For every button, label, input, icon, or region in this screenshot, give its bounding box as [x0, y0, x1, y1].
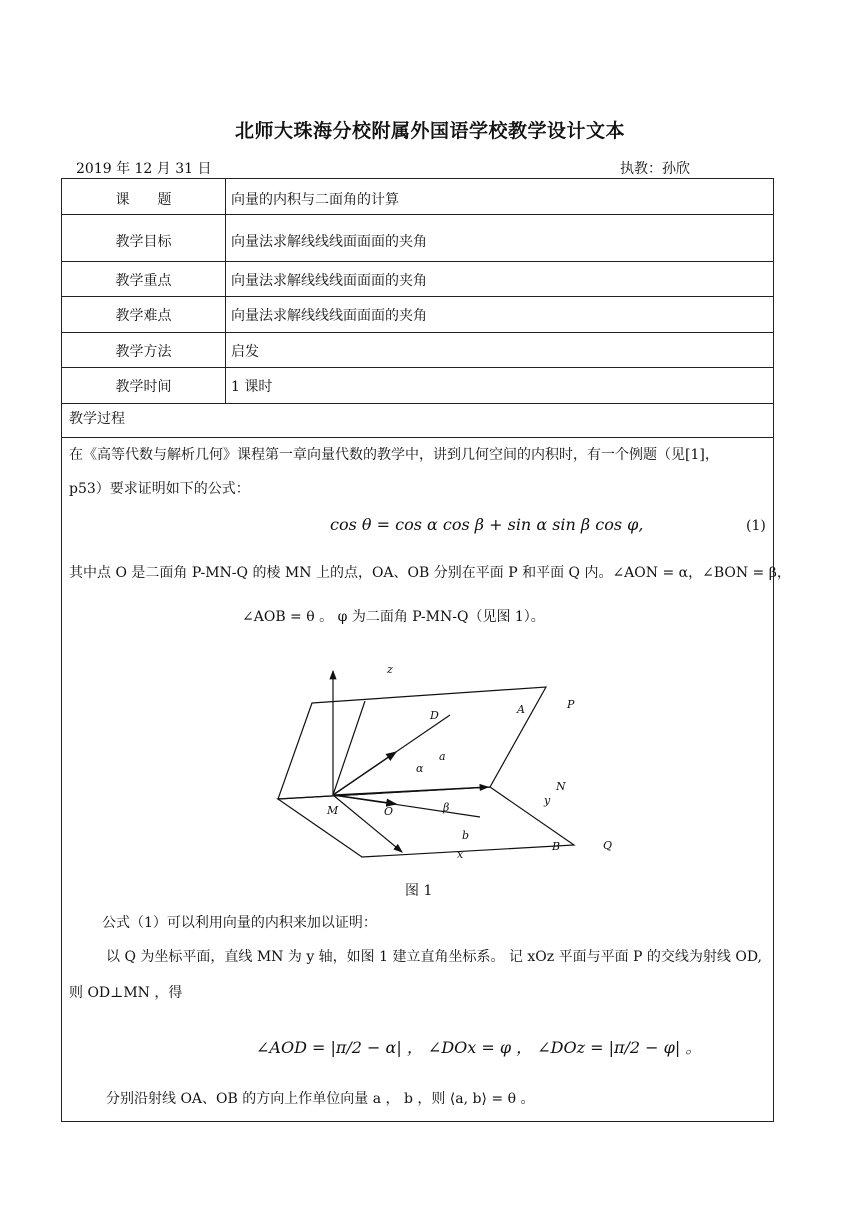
- document-title: 北师大珠海分校附属外国语学校教学设计文本: [234, 120, 625, 142]
- figure-caption: 图 1: [405, 883, 433, 899]
- label-beta: β: [443, 801, 450, 814]
- label-y: y: [544, 794, 551, 807]
- row-label-duration: 教学时间: [115, 379, 172, 395]
- row-divider: [62, 403, 773, 404]
- row-value-difficulty: 向量法求解线线线面面面的夹角: [231, 308, 427, 324]
- vector-a: [333, 752, 396, 795]
- row-value-method: 启发: [231, 344, 259, 360]
- y-axis: [333, 787, 488, 795]
- row-value-topic: 向量的内积与二面角的计算: [231, 192, 399, 208]
- row-divider: [62, 214, 773, 215]
- row-label-topic: 课 题: [115, 192, 172, 208]
- row-label-difficulty: 教学难点: [115, 308, 172, 324]
- label-n: N: [556, 780, 566, 793]
- formula-number: (1): [746, 518, 766, 534]
- formula-angles: ∠AOD = |π/2 − α| ， ∠DOx = φ ， ∠DOz = |π/2 − φ| 。: [256, 1038, 702, 1057]
- row-value-key-point: 向量法求解线线线面面面的夹角: [231, 273, 427, 289]
- paragraph-definition-line2: ∠AOB = θ 。 φ 为二面角 P-MN-Q（见图 1）。: [242, 609, 545, 625]
- paragraph-proof-intro: 公式（1）可以利用向量的内积来加以证明：: [102, 915, 377, 931]
- label-d: D: [430, 709, 439, 722]
- paragraph-coordinates-line2: 则 OD⊥MN ，得: [69, 985, 183, 1001]
- document-date: 2019 年 12 月 31 日: [76, 161, 212, 177]
- label-p: P: [567, 698, 575, 711]
- plane-p: [278, 687, 546, 799]
- row-divider: [62, 296, 773, 297]
- label-alpha: α: [416, 762, 424, 775]
- ray-od: [333, 701, 365, 795]
- label-m: M: [327, 804, 339, 817]
- paragraph-definition-line1: 其中点 O 是二面角 P-MN-Q 的棱 MN 上的点，OA、OB 分别在平面 P 和平面 Q 内。∠AON = α，∠BON = β，: [69, 565, 791, 581]
- dihedral-angle-figure: [264, 653, 644, 863]
- label-q: Q: [603, 839, 613, 852]
- process-heading: 教学过程: [69, 411, 125, 427]
- label-z: z: [387, 663, 393, 676]
- label-vector-b: b: [462, 829, 470, 842]
- label-o: O: [384, 805, 394, 818]
- row-label-method: 教学方法: [115, 344, 172, 360]
- label-x: x: [457, 848, 464, 861]
- plane-q: [278, 787, 574, 857]
- label-vector-a: a: [439, 750, 446, 763]
- label-b-point: B: [552, 840, 561, 853]
- teacher-name: 执教：孙欣: [620, 161, 690, 177]
- lesson-table: [61, 178, 791, 1122]
- row-divider: [62, 332, 773, 333]
- formula-cosine: cos θ = cos α cos β + sin α sin β cos φ,: [330, 515, 644, 534]
- row-value-duration: 1 课时: [231, 379, 273, 395]
- paragraph-coordinates-line1: 以 Q 为坐标平面，直线 MN 为 y 轴，如图 1 建立直角坐标系。 记 xOz 平面与平面 P 的交线为射线 OD,: [106, 949, 763, 965]
- label-a-point: A: [517, 703, 525, 716]
- row-divider: [62, 437, 773, 438]
- row-divider: [62, 261, 773, 262]
- row-divider: [62, 367, 773, 368]
- paragraph-intro-line2: p53）要求证明如下的公式：: [69, 481, 250, 497]
- row-value-objective: 向量法求解线线线面面面的夹角: [231, 234, 427, 250]
- paragraph-unit-vectors: 分别沿射线 OA、OB 的方向上作单位向量 a ， b ，则 ⟨a, b⟩ = θ 。: [106, 1091, 535, 1107]
- paragraph-intro-line1: 在《高等代数与解析几何》课程第一章向量代数的教学中，讲到几何空间的内积时，有一个例题（见[1]，: [69, 447, 719, 463]
- column-divider: [225, 179, 226, 403]
- row-label-objective: 教学目标: [115, 234, 172, 250]
- row-label-key-point: 教学重点: [115, 273, 172, 289]
